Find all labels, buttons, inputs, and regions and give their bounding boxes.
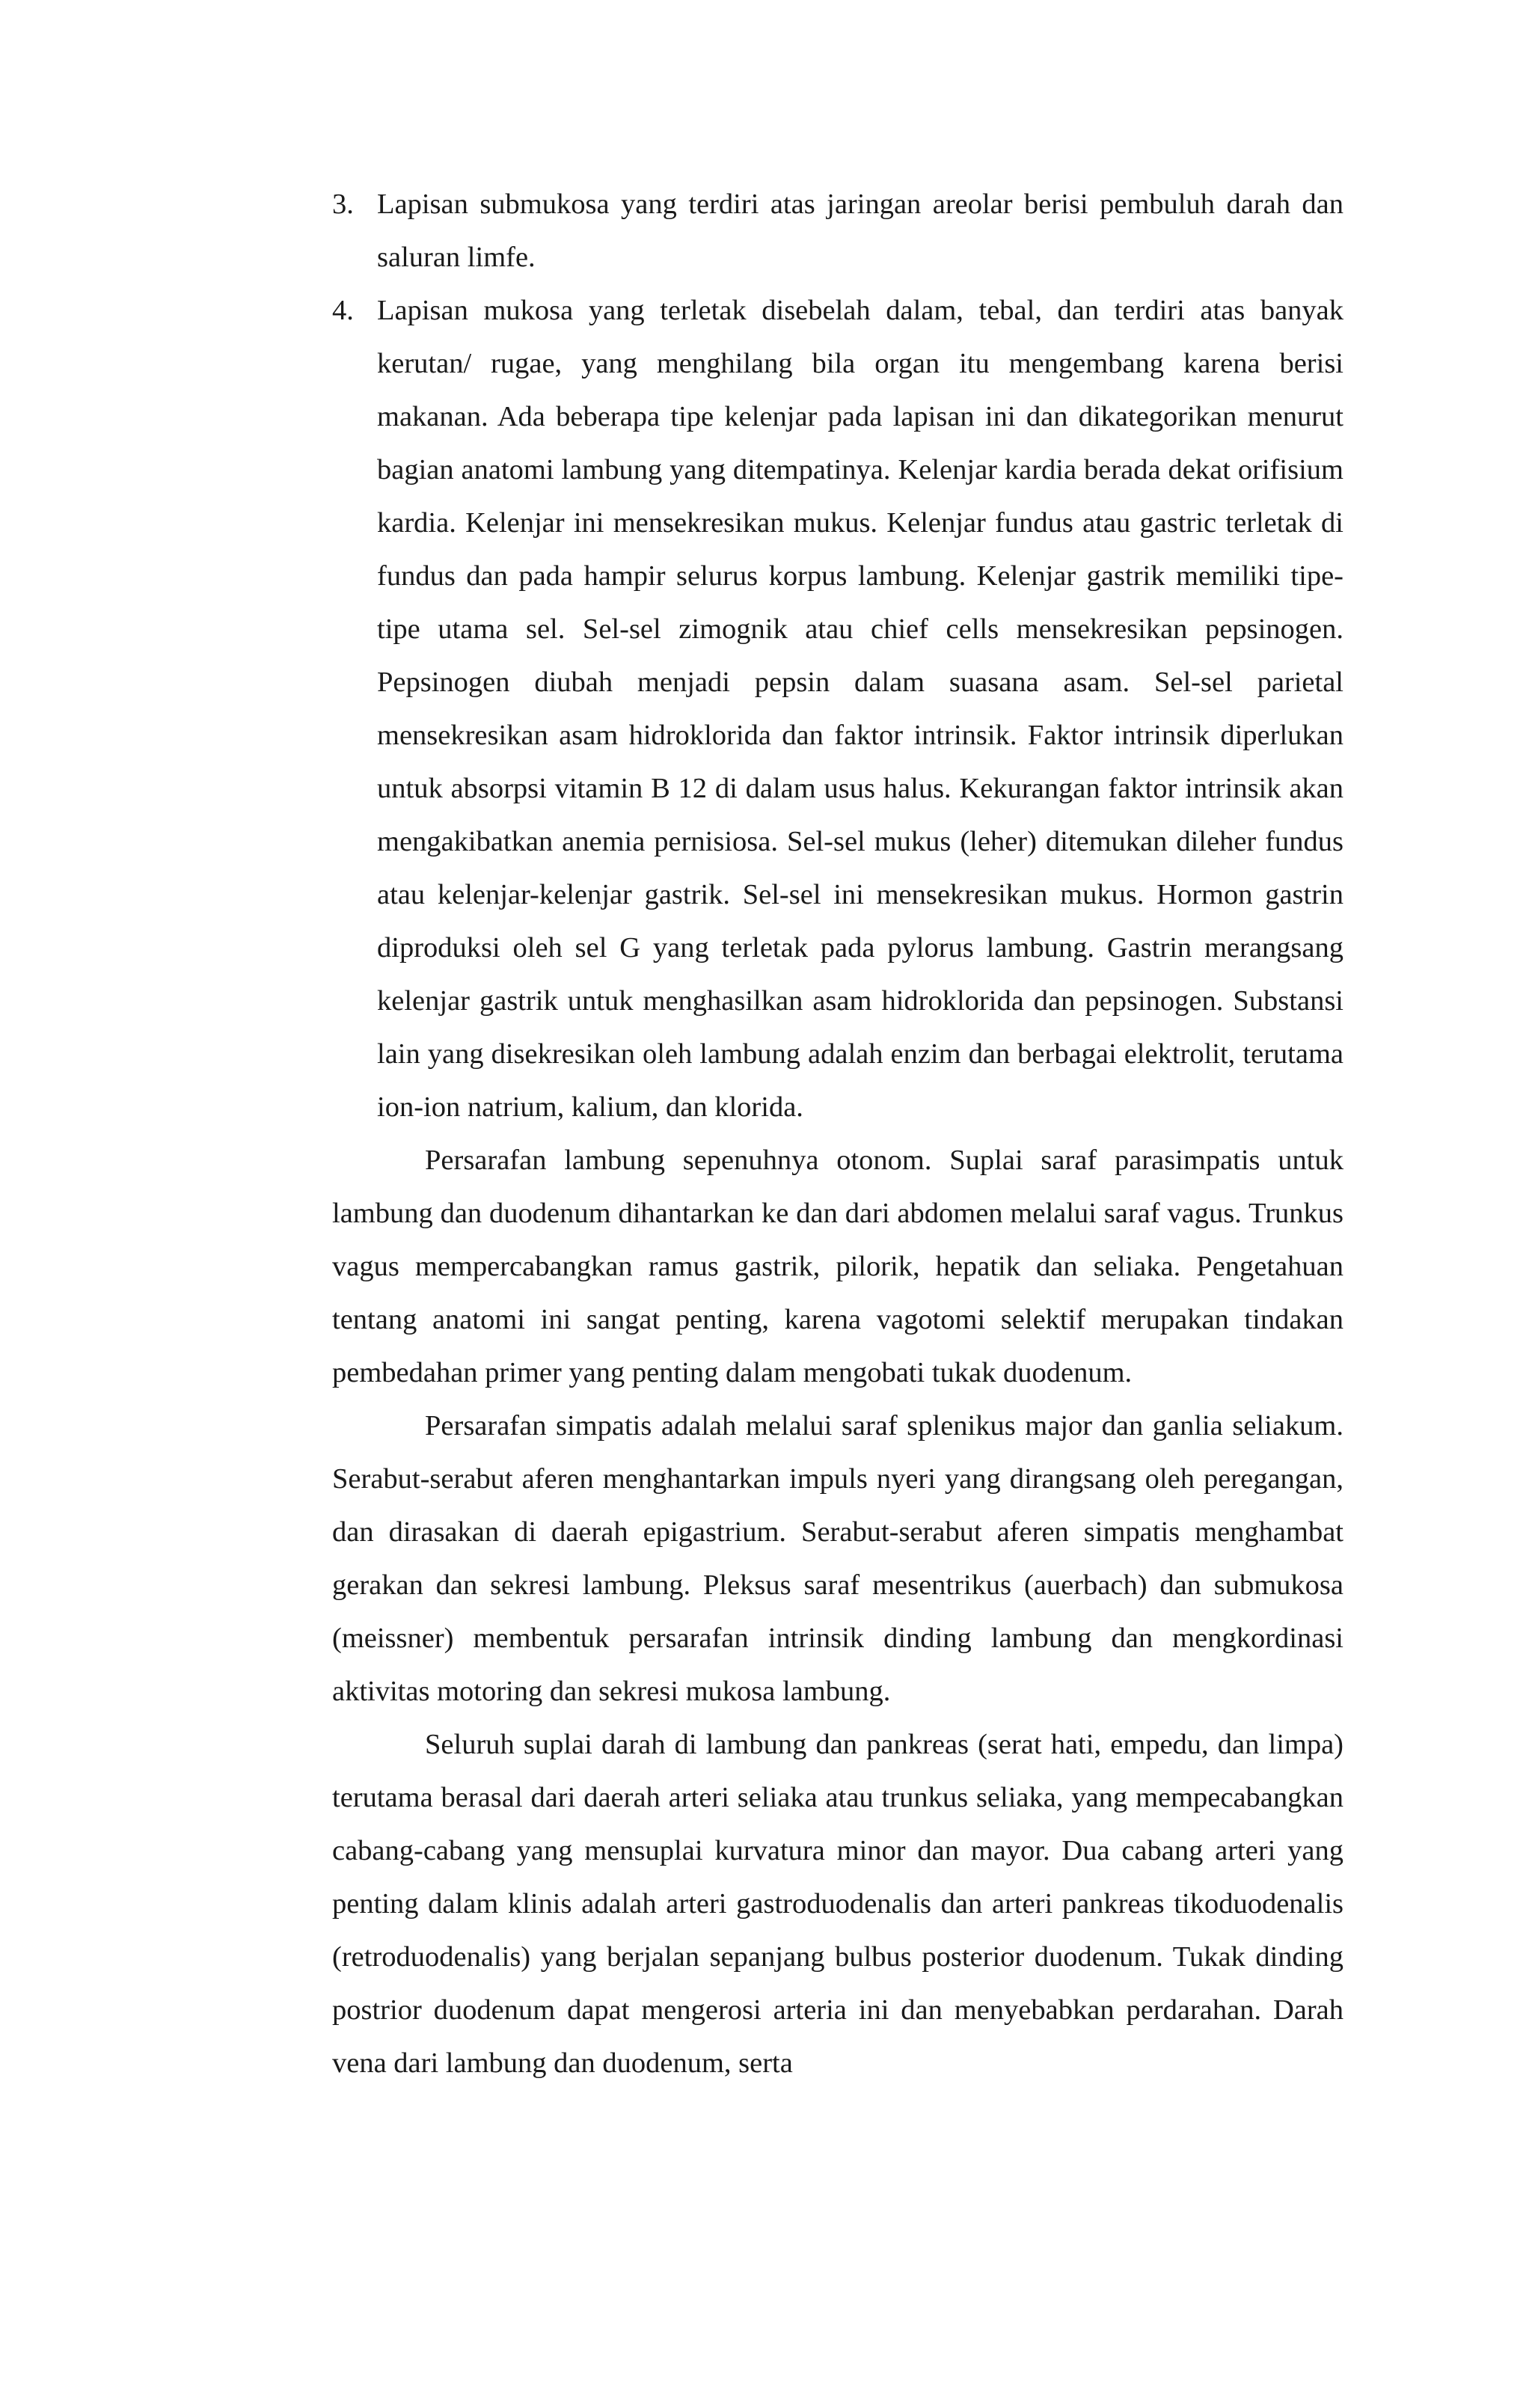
paragraph-blood-supply: Seluruh suplai darah di lambung dan pankreas (serat hati, empedu, dan limpa) terutama berasal dari daerah arteri seliaka atau trunkus seliaka, yang mempecabangkan cabang-cabang yang mensuplai kurvatura minor dan mayor. Dua cabang arteri yang penting dalam klinis adalah arteri gastroduodenalis dan arteri pankreas tikoduodenalis (retroduodenalis) yang berjalan sepanjang bulbus posterior duodenum. Tukak dinding postrior duodenum dapat mengerosi arteria ini dan menyebabkan perdarahan. Darah vena dari lambung dan duodenum, serta <box>332 1729 1343 2079</box>
document-page <box>332 178 1343 2090</box>
list-item-text: Lapisan submukosa yang terdiri atas jaringan areolar berisi pembuluh darah dan saluran limfe. <box>377 189 1343 273</box>
list-item <box>332 284 1343 1134</box>
list-item-number: 4. <box>332 295 354 326</box>
list-item-text: Lapisan mukosa yang terletak disebelah dalam, tebal, dan terdiri atas banyak kerutan/ rugae, yang menghilang bila organ itu mengembang karena berisi makanan. Ada beberapa tipe kelenjar pada lapisan ini dan dikategorikan menurut bagian anatomi lambung yang ditempatinya. Kelenjar kardia berada dekat orifisium kardia. Kelenjar ini mensekresikan mukus. Kelenjar fundus atau gastric terletak di fundus dan pada hampir selurus korpus lambung. Kelenjar gastrik memiliki tipe-tipe utama sel. Sel-sel zimognik atau chief cells mensekresikan pepsinogen. Pepsinogen diubah menjadi pepsin dalam suasana asam. Sel-sel parietal mensekresikan asam hidroklorida dan faktor intrinsik. Faktor intrinsik diperlukan untuk absorpsi vitamin B 12 di dalam usus halus. Kekurangan faktor intrinsik akan mengakibatkan anemia pernisiosa. Sel-sel mukus (leher) ditemukan dileher fundus atau kelenjar-kelenjar gastrik. Sel-sel ini mensekresikan mukus. Hormon gastrin diproduksi oleh sel G yang terletak pada pylorus lambung. Gastrin merangsang kelenjar gastrik untuk menghasilkan asam hidroklorida dan pepsinogen. Substansi lain yang disekresikan oleh lambung adalah enzim dan berbagai elektrolit, terutama ion-ion natrium, kalium, dan klorida. <box>377 295 1343 1123</box>
paragraph-sympathetic: Persarafan simpatis adalah melalui saraf splenikus major dan ganlia seliakum. Serabut-serabut aferen menghantarkan impuls nyeri yang dirangsang oleh peregangan, dan dirasakan di daerah epigastrium. Serabut-serabut aferen simpatis menghambat gerakan dan sekresi lambung. Pleksus saraf mesentrikus (auerbach) dan submukosa (meissner) membentuk persarafan intrinsik dinding lambung dan mengkordinasi aktivitas motoring dan sekresi mukosa lambung. <box>332 1410 1343 1707</box>
paragraph-innervation: Persarafan lambung sepenuhnya otonom. Suplai saraf parasimpatis untuk lambung dan duodenum dihantarkan ke dan dari abdomen melalui saraf vagus. Trunkus vagus mempercabangkan ramus gastrik, pilorik, hepatik dan seliaka. Pengetahuan tentang anatomi ini sangat penting, karena vagotomi selektif merupakan tindakan pembedahan primer yang penting dalam mengobati tukak duodenum. <box>332 1145 1343 1388</box>
list-item-number: 3. <box>332 189 354 220</box>
numbered-list <box>332 178 1343 1134</box>
list-item <box>332 178 1343 284</box>
